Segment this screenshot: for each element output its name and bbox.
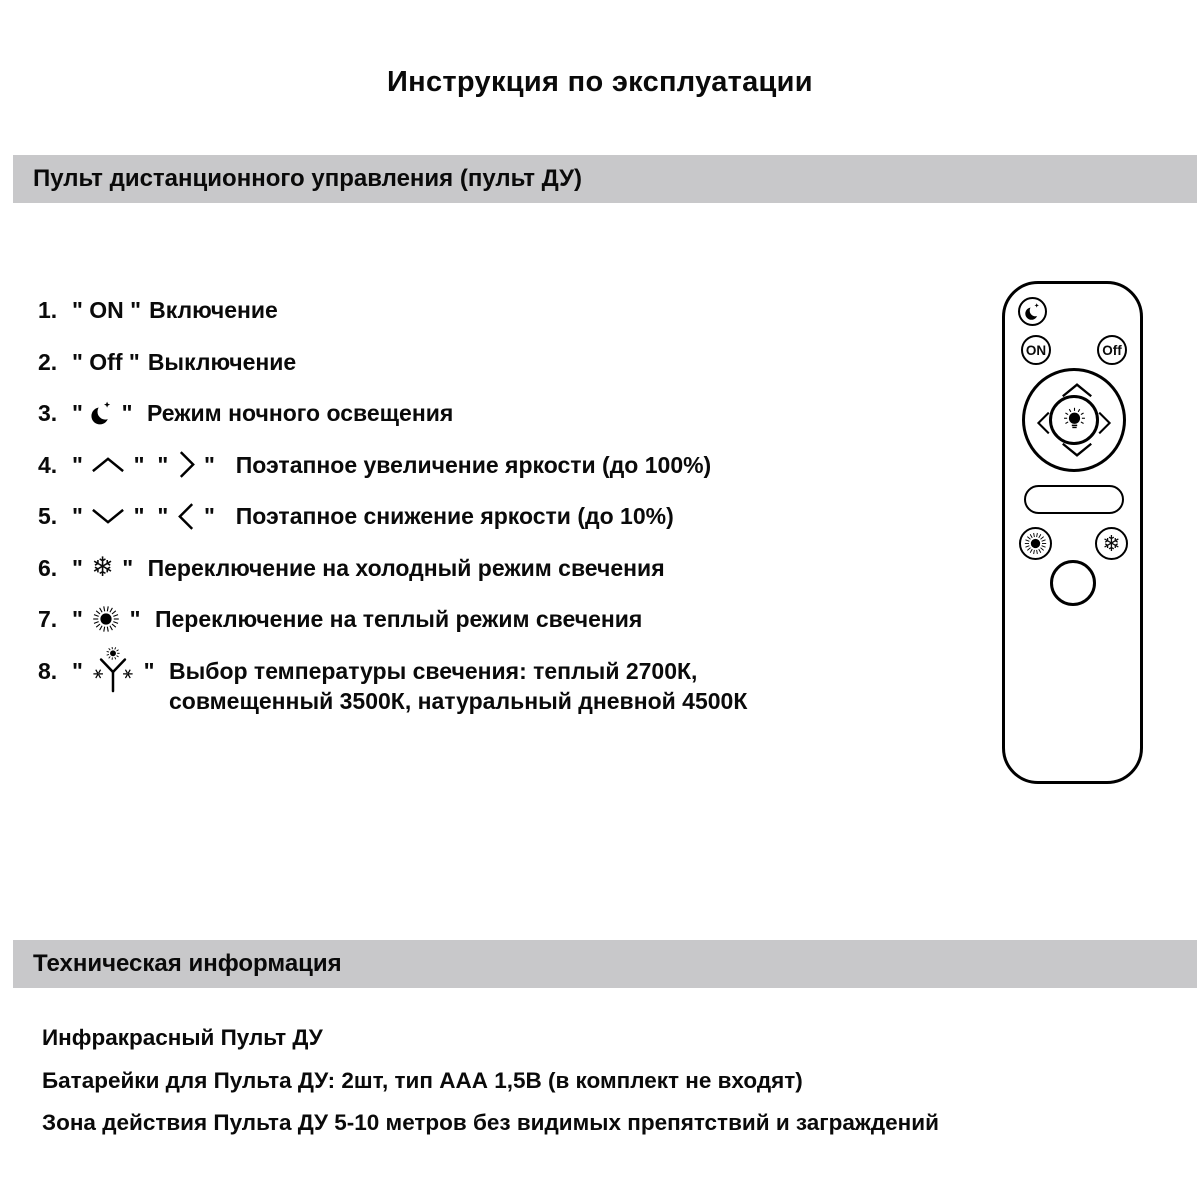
item-number: 5. — [38, 503, 58, 529]
tech-line: Инфракрасный Пульт ДУ — [42, 1025, 323, 1050]
snowflake-icon: ❄ — [1102, 530, 1121, 556]
section-header-tech — [13, 940, 1197, 988]
chevron-up-icon — [91, 453, 125, 477]
chevron-down-icon — [91, 504, 125, 528]
bottom-round-button — [1050, 560, 1096, 606]
dpad-ring — [1022, 368, 1126, 472]
item-symbols — [72, 401, 139, 425]
sun-icon — [91, 607, 121, 631]
lightbulb-icon — [1061, 408, 1088, 432]
section-header-remote-label: Пульт дистанционного управления (пульт ДУ) — [33, 165, 582, 192]
light-button — [1049, 395, 1099, 445]
section-header-tech-label: Техническая информация — [33, 950, 342, 977]
item-symbols — [72, 552, 140, 582]
quote-text: " — [72, 554, 90, 581]
snowflake-icon: ❄ — [91, 552, 114, 582]
item-number: 3. — [38, 400, 58, 426]
remote-illustration — [1002, 281, 1143, 784]
quote-text: " — [197, 503, 228, 529]
on-button — [1021, 335, 1051, 365]
page-title: Инструкция по эксплуатации — [387, 66, 813, 98]
quote-text: " — [72, 451, 90, 478]
list-item — [38, 552, 968, 582]
remote-functions-list — [38, 297, 968, 714]
temp-select-icon — [91, 659, 135, 683]
item-text: Включение — [149, 297, 278, 323]
list-item — [38, 298, 968, 322]
item-symbols — [72, 659, 161, 683]
off-button-label: Off — [1102, 342, 1122, 358]
item-text: Поэтапное увеличение яркости (до 100%) — [235, 451, 712, 478]
tech-line: Зона действия Пульта ДУ 5-10 метров без видимых препятствий и заграждений — [42, 1110, 939, 1135]
quote-text: " ON " — [72, 297, 142, 323]
item-text: Поэтапное снижение яркости (до 10%) — [235, 503, 674, 529]
moon-icon — [1025, 300, 1041, 324]
item-number: 6. — [38, 554, 58, 581]
on-button-label: ON — [1025, 342, 1047, 358]
item-number: 7. — [38, 606, 58, 632]
quote-text: " — [72, 503, 90, 529]
pill-button — [1024, 485, 1124, 514]
item-number: 1. — [38, 297, 58, 323]
quote-text: " Off " — [72, 348, 140, 375]
item-number: 4. — [38, 451, 58, 478]
chevron-left-icon — [177, 504, 196, 528]
item-symbols — [72, 298, 141, 322]
quote-text: " — [115, 554, 140, 581]
warm-mode-button — [1019, 527, 1052, 560]
item-symbols — [72, 504, 228, 528]
sun-icon — [1023, 532, 1048, 556]
moon-icon — [91, 401, 113, 425]
list-item — [38, 453, 968, 477]
list-item — [38, 657, 968, 714]
item-symbols — [72, 350, 140, 374]
item-text: Выбор температуры свечения: теплый 2700К, совмещенный 3500К, натуральный дневной 4500К — [168, 657, 748, 714]
quote-text: " " — [127, 503, 175, 529]
off-button — [1097, 335, 1127, 365]
tech-line: Батарейки для Пульта ДУ: 2шт, тип ААА 1,5В (в комплект не входят) — [42, 1067, 803, 1093]
quote-text: " — [137, 657, 161, 684]
list-item — [38, 401, 968, 425]
quote-text: " — [72, 657, 90, 684]
item-text: Переключение на теплый режим свечения — [154, 606, 643, 632]
list-item — [38, 350, 968, 374]
quote-text: " — [72, 606, 90, 632]
item-symbols — [72, 453, 228, 477]
item-text: Выключение — [147, 348, 297, 375]
tech-info — [42, 1026, 939, 1154]
chevron-right-icon — [177, 453, 196, 477]
item-number: 2. — [38, 348, 58, 375]
cold-mode-button — [1095, 527, 1128, 560]
item-symbols — [72, 607, 147, 631]
quote-text: " — [123, 606, 147, 632]
list-item — [38, 504, 968, 528]
section-header-remote — [13, 155, 1197, 203]
quote-text: " — [72, 400, 90, 426]
quote-text: " — [115, 400, 139, 426]
quote-text: " " — [127, 451, 175, 478]
item-text: Переключение на холодный режим свечения — [147, 554, 665, 581]
item-number: 8. — [38, 657, 58, 684]
night-mode-button — [1018, 297, 1047, 326]
quote-text: " — [197, 451, 228, 478]
item-text: Режим ночного освещения — [146, 400, 454, 426]
list-item — [38, 607, 968, 631]
